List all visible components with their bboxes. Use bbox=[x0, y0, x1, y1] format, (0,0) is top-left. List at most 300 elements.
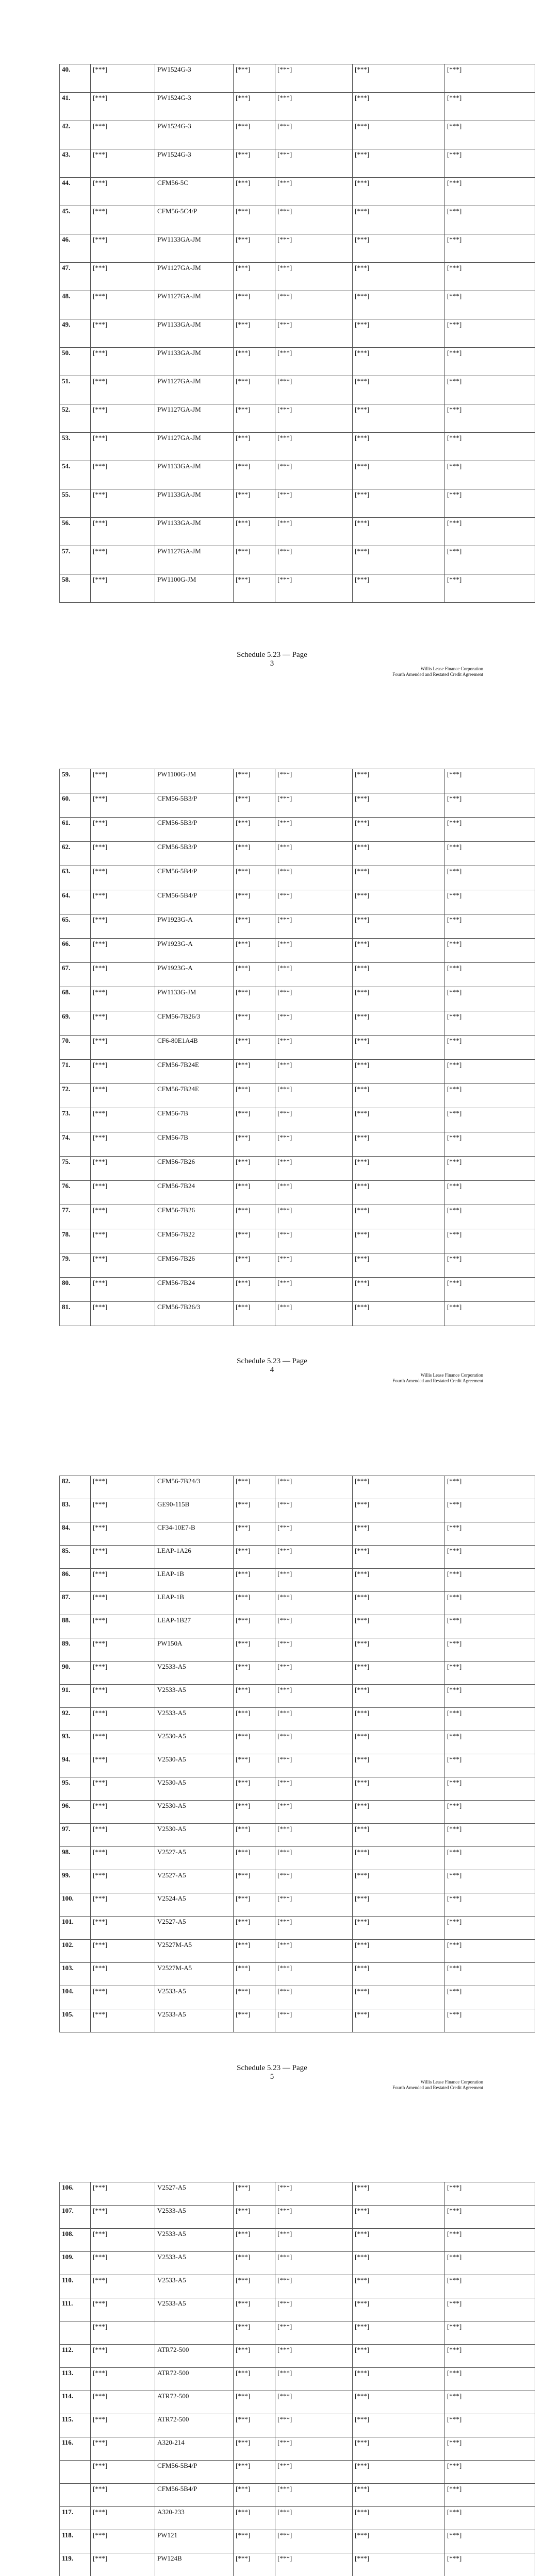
table-row bbox=[60, 1917, 535, 1940]
redacted-cell: [***] bbox=[353, 2345, 445, 2368]
engine-model-cell: V2530-A5 bbox=[155, 1801, 234, 1824]
redacted-cell: [***] bbox=[91, 769, 155, 793]
redacted-cell: [***] bbox=[445, 1592, 535, 1615]
redacted-cell: [***] bbox=[445, 2275, 535, 2298]
table-row bbox=[60, 1522, 535, 1546]
redacted-cell: [***] bbox=[234, 1302, 275, 1326]
table-row bbox=[60, 64, 535, 93]
redacted-cell: [***] bbox=[275, 914, 353, 939]
redacted-cell: [***] bbox=[91, 1278, 155, 1302]
redacted-cell: [***] bbox=[353, 1801, 445, 1824]
redacted-cell: [***] bbox=[353, 93, 445, 121]
redacted-cell: [***] bbox=[275, 2414, 353, 2437]
redacted-cell: [***] bbox=[445, 234, 535, 263]
engine-model-cell: CFM56-7B bbox=[155, 1108, 234, 1132]
redacted-cell: [***] bbox=[275, 2391, 353, 2414]
row-number-cell: 49. bbox=[60, 319, 91, 348]
redacted-cell: [***] bbox=[234, 1963, 275, 1986]
redacted-cell: [***] bbox=[275, 1181, 353, 1205]
table-row bbox=[60, 178, 535, 206]
redacted-cell: [***] bbox=[445, 2321, 535, 2345]
redacted-cell: [***] bbox=[91, 939, 155, 963]
redacted-cell: [***] bbox=[445, 518, 535, 546]
row-number-cell: 71. bbox=[60, 1060, 91, 1084]
redacted-cell: [***] bbox=[353, 818, 445, 842]
table-row bbox=[60, 1157, 535, 1181]
redacted-cell: [***] bbox=[445, 2368, 535, 2391]
row-number-cell: 94. bbox=[60, 1754, 91, 1777]
engine-model-cell: V2527M-A5 bbox=[155, 1940, 234, 1963]
redacted-cell: [***] bbox=[91, 1801, 155, 1824]
row-number-cell: 46. bbox=[60, 234, 91, 263]
table-row bbox=[60, 1060, 535, 1084]
redacted-cell: [***] bbox=[275, 461, 353, 489]
redacted-cell: [***] bbox=[91, 1108, 155, 1132]
redacted-cell: [***] bbox=[353, 1893, 445, 1917]
redacted-cell: [***] bbox=[353, 234, 445, 263]
row-number-cell: 67. bbox=[60, 963, 91, 987]
redacted-cell: [***] bbox=[234, 1986, 275, 2009]
engine-model-cell: V2530-A5 bbox=[155, 1754, 234, 1777]
engine-model-cell: V2533-A5 bbox=[155, 2009, 234, 2032]
redacted-cell: [***] bbox=[353, 1278, 445, 1302]
redacted-cell: [***] bbox=[445, 769, 535, 793]
engine-model-cell: CFM56-5B3/P bbox=[155, 818, 234, 842]
redacted-cell: [***] bbox=[353, 291, 445, 319]
redacted-cell: [***] bbox=[353, 2414, 445, 2437]
redacted-cell: [***] bbox=[275, 546, 353, 574]
redacted-cell: [***] bbox=[234, 1132, 275, 1157]
redacted-cell: [***] bbox=[275, 866, 353, 890]
redacted-cell: [***] bbox=[353, 1302, 445, 1326]
footer-company-block bbox=[392, 1372, 483, 1384]
redacted-cell: [***] bbox=[275, 93, 353, 121]
redacted-cell: [***] bbox=[353, 178, 445, 206]
redacted-cell: [***] bbox=[234, 2530, 275, 2553]
redacted-cell: [***] bbox=[91, 1592, 155, 1615]
redacted-cell: [***] bbox=[91, 1060, 155, 1084]
company-name: Willis Lease Finance Corporation bbox=[420, 2079, 483, 2084]
redacted-cell: [***] bbox=[275, 348, 353, 376]
engine-model-cell: CFM56-5B4/P bbox=[155, 866, 234, 890]
redacted-cell: [***] bbox=[91, 2484, 155, 2507]
redacted-cell: [***] bbox=[234, 291, 275, 319]
engine-model-cell: PW1133GA-JM bbox=[155, 518, 234, 546]
redacted-cell: [***] bbox=[91, 1229, 155, 1253]
row-number-cell: 106. bbox=[60, 2182, 91, 2206]
redacted-cell: [***] bbox=[275, 319, 353, 348]
table-row bbox=[60, 1132, 535, 1157]
redacted-cell: [***] bbox=[445, 1522, 535, 1546]
table-row bbox=[60, 263, 535, 291]
redacted-cell: [***] bbox=[275, 574, 353, 603]
redacted-cell: [***] bbox=[275, 2553, 353, 2576]
table-row bbox=[60, 1638, 535, 1662]
redacted-cell: [***] bbox=[234, 2298, 275, 2321]
redacted-cell: [***] bbox=[445, 842, 535, 866]
redacted-cell: [***] bbox=[275, 939, 353, 963]
redacted-cell: [***] bbox=[353, 2009, 445, 2032]
redacted-cell: [***] bbox=[353, 1181, 445, 1205]
redacted-cell: [***] bbox=[234, 2275, 275, 2298]
redacted-cell: [***] bbox=[91, 1940, 155, 1963]
redacted-cell: [***] bbox=[91, 574, 155, 603]
redacted-cell: [***] bbox=[275, 1157, 353, 1181]
row-number-cell: 74. bbox=[60, 1132, 91, 1157]
redacted-cell: [***] bbox=[353, 2368, 445, 2391]
engine-model-cell: V2527-A5 bbox=[155, 1870, 234, 1893]
redacted-cell: [***] bbox=[234, 1824, 275, 1847]
row-number-cell: 69. bbox=[60, 1011, 91, 1036]
engine-model-cell: CFM56-7B26 bbox=[155, 1205, 234, 1229]
redacted-cell: [***] bbox=[275, 1592, 353, 1615]
redacted-cell: [***] bbox=[91, 1847, 155, 1870]
redacted-cell: [***] bbox=[445, 291, 535, 319]
redacted-cell: [***] bbox=[445, 1205, 535, 1229]
redacted-cell: [***] bbox=[445, 1870, 535, 1893]
redacted-cell: [***] bbox=[445, 1893, 535, 1917]
redacted-cell: [***] bbox=[275, 1917, 353, 1940]
page-caption bbox=[0, 2064, 544, 2081]
row-number-cell: 83. bbox=[60, 1499, 91, 1522]
redacted-cell: [***] bbox=[353, 376, 445, 404]
redacted-cell: [***] bbox=[91, 121, 155, 149]
engine-model-cell: PW1127GA-JM bbox=[155, 376, 234, 404]
redacted-cell: [***] bbox=[353, 1084, 445, 1108]
engine-model-cell: V2527-A5 bbox=[155, 1847, 234, 1870]
engine-model-cell: CFM56-7B24 bbox=[155, 1278, 234, 1302]
redacted-cell: [***] bbox=[445, 818, 535, 842]
table-row bbox=[60, 1963, 535, 1986]
redacted-cell: [***] bbox=[275, 1546, 353, 1569]
redacted-cell: [***] bbox=[234, 1084, 275, 1108]
redacted-cell: [***] bbox=[91, 2507, 155, 2530]
company-name: Willis Lease Finance Corporation bbox=[420, 666, 483, 671]
row-number-cell: 73. bbox=[60, 1108, 91, 1132]
redacted-cell: [***] bbox=[234, 1685, 275, 1708]
row-number-cell: 113. bbox=[60, 2368, 91, 2391]
engine-model-cell: A320-233 bbox=[155, 2507, 234, 2530]
redacted-cell: [***] bbox=[445, 2345, 535, 2368]
redacted-cell: [***] bbox=[445, 2414, 535, 2437]
redacted-cell: [***] bbox=[275, 1685, 353, 1708]
engine-model-cell: LEAP-1B27 bbox=[155, 1615, 234, 1638]
redacted-cell: [***] bbox=[275, 987, 353, 1011]
engine-model-cell: PW1133GA-JM bbox=[155, 234, 234, 263]
redacted-cell: [***] bbox=[275, 489, 353, 518]
table-row bbox=[60, 1569, 535, 1592]
row-number-cell: 48. bbox=[60, 291, 91, 319]
row-number-cell: 43. bbox=[60, 149, 91, 178]
engine-model-cell: V2533-A5 bbox=[155, 2275, 234, 2298]
redacted-cell: [***] bbox=[275, 1302, 353, 1326]
table-row bbox=[60, 2507, 535, 2530]
redacted-cell: [***] bbox=[445, 376, 535, 404]
engine-model-cell: CFM56-7B22 bbox=[155, 1229, 234, 1253]
row-number-cell: 65. bbox=[60, 914, 91, 939]
redacted-cell: [***] bbox=[275, 376, 353, 404]
redacted-cell: [***] bbox=[353, 1546, 445, 1569]
row-number-cell: 101. bbox=[60, 1917, 91, 1940]
redacted-cell: [***] bbox=[445, 263, 535, 291]
table-row bbox=[60, 2182, 535, 2206]
engine-model-cell: PW1524G-3 bbox=[155, 121, 234, 149]
redacted-cell: [***] bbox=[91, 178, 155, 206]
redacted-cell: [***] bbox=[275, 1940, 353, 1963]
row-number-cell: 105. bbox=[60, 2009, 91, 2032]
redacted-cell: [***] bbox=[275, 1278, 353, 1302]
engine-model-cell: PW1524G-3 bbox=[155, 64, 234, 93]
redacted-cell: [***] bbox=[275, 1229, 353, 1253]
redacted-cell: [***] bbox=[275, 1205, 353, 1229]
redacted-cell: [***] bbox=[275, 1963, 353, 1986]
row-number-cell: 45. bbox=[60, 206, 91, 234]
table-row bbox=[60, 2345, 535, 2368]
redacted-cell: [***] bbox=[234, 1278, 275, 1302]
redacted-cell: [***] bbox=[275, 1084, 353, 1108]
redacted-cell: [***] bbox=[234, 1499, 275, 1522]
engine-model-cell: CFM56-5C bbox=[155, 178, 234, 206]
row-number-cell: 53. bbox=[60, 433, 91, 461]
redacted-cell: [***] bbox=[91, 489, 155, 518]
row-number-cell: 112. bbox=[60, 2345, 91, 2368]
redacted-cell: [***] bbox=[234, 376, 275, 404]
redacted-cell: [***] bbox=[234, 769, 275, 793]
redacted-cell: [***] bbox=[91, 1205, 155, 1229]
table-row bbox=[60, 1229, 535, 1253]
redacted-cell: [***] bbox=[445, 2229, 535, 2252]
redacted-cell: [***] bbox=[445, 1963, 535, 1986]
table-row bbox=[60, 234, 535, 263]
row-number-cell: 84. bbox=[60, 1522, 91, 1546]
table-row bbox=[60, 1546, 535, 1569]
redacted-cell: [***] bbox=[353, 2252, 445, 2275]
redacted-cell: [***] bbox=[275, 2345, 353, 2368]
engine-model-cell: V2530-A5 bbox=[155, 1731, 234, 1754]
redacted-cell: [***] bbox=[275, 1824, 353, 1847]
redacted-cell: [***] bbox=[445, 1986, 535, 2009]
redacted-cell: [***] bbox=[234, 1615, 275, 1638]
redacted-cell: [***] bbox=[91, 2368, 155, 2391]
table-row bbox=[60, 818, 535, 842]
redacted-cell: [***] bbox=[275, 1638, 353, 1662]
redacted-cell: [***] bbox=[91, 866, 155, 890]
redacted-cell: [***] bbox=[275, 64, 353, 93]
redacted-cell: [***] bbox=[91, 1893, 155, 1917]
table-row bbox=[60, 2206, 535, 2229]
redacted-cell: [***] bbox=[445, 1824, 535, 1847]
redacted-cell: [***] bbox=[234, 1708, 275, 1731]
redacted-cell: [***] bbox=[91, 319, 155, 348]
redacted-cell: [***] bbox=[91, 2321, 155, 2345]
redacted-cell: [***] bbox=[445, 319, 535, 348]
row-number-cell: 89. bbox=[60, 1638, 91, 1662]
redacted-cell: [***] bbox=[91, 376, 155, 404]
engine-model-cell: CFM56-7B26/3 bbox=[155, 1011, 234, 1036]
redacted-cell: [***] bbox=[91, 793, 155, 818]
redacted-cell: [***] bbox=[234, 2009, 275, 2032]
row-number-cell: 98. bbox=[60, 1847, 91, 1870]
engine-model-cell: CFM56-7B bbox=[155, 1132, 234, 1157]
redacted-cell: [***] bbox=[445, 489, 535, 518]
redacted-cell: [***] bbox=[353, 1132, 445, 1157]
redacted-cell: [***] bbox=[275, 2229, 353, 2252]
redacted-cell: [***] bbox=[234, 987, 275, 1011]
table-row bbox=[60, 348, 535, 376]
engine-model-cell: CF6-80E1A4B bbox=[155, 1036, 234, 1060]
redacted-cell: [***] bbox=[275, 793, 353, 818]
row-number-cell: 95. bbox=[60, 1777, 91, 1801]
redacted-cell: [***] bbox=[353, 2391, 445, 2414]
row-number-cell: 110. bbox=[60, 2275, 91, 2298]
redacted-cell: [***] bbox=[353, 1476, 445, 1499]
redacted-cell: [***] bbox=[91, 1084, 155, 1108]
redacted-cell: [***] bbox=[353, 1499, 445, 1522]
redacted-cell: [***] bbox=[91, 2553, 155, 2576]
row-number-cell: 59. bbox=[60, 769, 91, 793]
redacted-cell: [***] bbox=[445, 1917, 535, 1940]
redacted-cell: [***] bbox=[353, 461, 445, 489]
table-row bbox=[60, 1205, 535, 1229]
redacted-cell: [***] bbox=[275, 1132, 353, 1157]
redacted-cell: [***] bbox=[234, 1893, 275, 1917]
row-number-cell: 87. bbox=[60, 1592, 91, 1615]
redacted-cell: [***] bbox=[353, 263, 445, 291]
redacted-cell: [***] bbox=[445, 348, 535, 376]
engine-model-cell: LEAP-1B bbox=[155, 1592, 234, 1615]
row-number-cell: 80. bbox=[60, 1278, 91, 1302]
redacted-cell: [***] bbox=[353, 2507, 445, 2530]
agreement-name: Fourth Amended and Restated Credit Agreement bbox=[392, 1378, 483, 1383]
redacted-cell: [***] bbox=[234, 433, 275, 461]
table-row bbox=[60, 319, 535, 348]
redacted-cell: [***] bbox=[353, 1522, 445, 1546]
redacted-cell: [***] bbox=[91, 1181, 155, 1205]
redacted-cell: [***] bbox=[275, 842, 353, 866]
redacted-cell: [***] bbox=[91, 64, 155, 93]
redacted-cell: [***] bbox=[91, 1662, 155, 1685]
redacted-cell: [***] bbox=[234, 2437, 275, 2461]
redacted-cell: [***] bbox=[234, 2182, 275, 2206]
redacted-cell: [***] bbox=[234, 263, 275, 291]
redacted-cell: [***] bbox=[353, 1229, 445, 1253]
redacted-cell: [***] bbox=[353, 1847, 445, 1870]
engine-model-cell: PW1524G-3 bbox=[155, 149, 234, 178]
redacted-cell: [***] bbox=[91, 149, 155, 178]
redacted-cell: [***] bbox=[445, 574, 535, 603]
row-number-cell: 82. bbox=[60, 1476, 91, 1499]
redacted-cell: [***] bbox=[234, 1638, 275, 1662]
redacted-cell: [***] bbox=[234, 1917, 275, 1940]
engine-model-cell: ATR72-500 bbox=[155, 2368, 234, 2391]
table-row bbox=[60, 121, 535, 149]
redacted-cell: [***] bbox=[445, 2182, 535, 2206]
table-row bbox=[60, 2461, 535, 2484]
redacted-cell: [***] bbox=[353, 546, 445, 574]
table-row bbox=[60, 518, 535, 546]
redacted-cell: [***] bbox=[445, 206, 535, 234]
redacted-cell: [***] bbox=[445, 2553, 535, 2576]
row-number-cell: 63. bbox=[60, 866, 91, 890]
redacted-cell: [***] bbox=[353, 2298, 445, 2321]
redacted-cell: [***] bbox=[275, 2275, 353, 2298]
redacted-cell: [***] bbox=[275, 1801, 353, 1824]
engine-model-cell: CFM56-5B3/P bbox=[155, 793, 234, 818]
redacted-cell: [***] bbox=[445, 1754, 535, 1777]
redacted-cell: [***] bbox=[445, 1801, 535, 1824]
row-number-cell: 70. bbox=[60, 1036, 91, 1060]
redacted-cell: [***] bbox=[445, 1108, 535, 1132]
redacted-cell: [***] bbox=[234, 1731, 275, 1754]
redacted-cell: [***] bbox=[91, 2391, 155, 2414]
redacted-cell: [***] bbox=[91, 1569, 155, 1592]
row-number-cell: 55. bbox=[60, 489, 91, 518]
row-number-cell: 41. bbox=[60, 93, 91, 121]
redacted-cell: [***] bbox=[275, 1777, 353, 1801]
redacted-cell: [***] bbox=[91, 1253, 155, 1278]
engine-model-cell: CFM56-7B24/3 bbox=[155, 1476, 234, 1499]
engine-model-cell: PW150A bbox=[155, 1638, 234, 1662]
redacted-cell: [***] bbox=[275, 1476, 353, 1499]
redacted-cell: [***] bbox=[234, 939, 275, 963]
redacted-cell: [***] bbox=[234, 348, 275, 376]
redacted-cell: [***] bbox=[275, 178, 353, 206]
table-row bbox=[60, 461, 535, 489]
redacted-cell: [***] bbox=[275, 2206, 353, 2229]
table-row bbox=[60, 890, 535, 914]
redacted-cell: [***] bbox=[445, 866, 535, 890]
redacted-cell: [***] bbox=[91, 1870, 155, 1893]
redacted-cell: [***] bbox=[275, 1036, 353, 1060]
row-number-cell: 64. bbox=[60, 890, 91, 914]
row-number-cell: 54. bbox=[60, 461, 91, 489]
redacted-cell: [***] bbox=[91, 1476, 155, 1499]
agreement-name: Fourth Amended and Restated Credit Agreement bbox=[392, 672, 483, 677]
redacted-cell: [***] bbox=[353, 2530, 445, 2553]
row-number-cell: 85. bbox=[60, 1546, 91, 1569]
table-row bbox=[60, 914, 535, 939]
redacted-cell: [***] bbox=[234, 2206, 275, 2229]
redacted-cell: [***] bbox=[91, 546, 155, 574]
engine-model-cell: CFM56-5B4/P bbox=[155, 2484, 234, 2507]
redacted-cell: [***] bbox=[445, 1546, 535, 1569]
redacted-cell: [***] bbox=[275, 1662, 353, 1685]
row-number-cell: 60. bbox=[60, 793, 91, 818]
redacted-cell: [***] bbox=[353, 2461, 445, 2484]
redacted-cell: [***] bbox=[445, 1253, 535, 1278]
redacted-cell: [***] bbox=[353, 939, 445, 963]
redacted-cell: [***] bbox=[445, 914, 535, 939]
redacted-cell: [***] bbox=[353, 64, 445, 93]
redacted-cell: [***] bbox=[91, 1685, 155, 1708]
redacted-cell: [***] bbox=[91, 987, 155, 1011]
engine-model-cell: V2533-A5 bbox=[155, 1708, 234, 1731]
redacted-cell: [***] bbox=[353, 1777, 445, 1801]
row-number-cell: 103. bbox=[60, 1963, 91, 1986]
redacted-cell: [***] bbox=[234, 518, 275, 546]
redacted-cell: [***] bbox=[234, 2229, 275, 2252]
table-row bbox=[60, 291, 535, 319]
engine-model-cell: GE90-115B bbox=[155, 1499, 234, 1522]
redacted-cell: [***] bbox=[275, 2461, 353, 2484]
redacted-cell: [***] bbox=[91, 2414, 155, 2437]
redacted-cell: [***] bbox=[445, 1638, 535, 1662]
redacted-cell: [***] bbox=[275, 1108, 353, 1132]
table-row bbox=[60, 1011, 535, 1036]
redacted-cell: [***] bbox=[91, 1731, 155, 1754]
engine-model-cell: CFM56-7B26/3 bbox=[155, 1302, 234, 1326]
redacted-cell: [***] bbox=[91, 1754, 155, 1777]
